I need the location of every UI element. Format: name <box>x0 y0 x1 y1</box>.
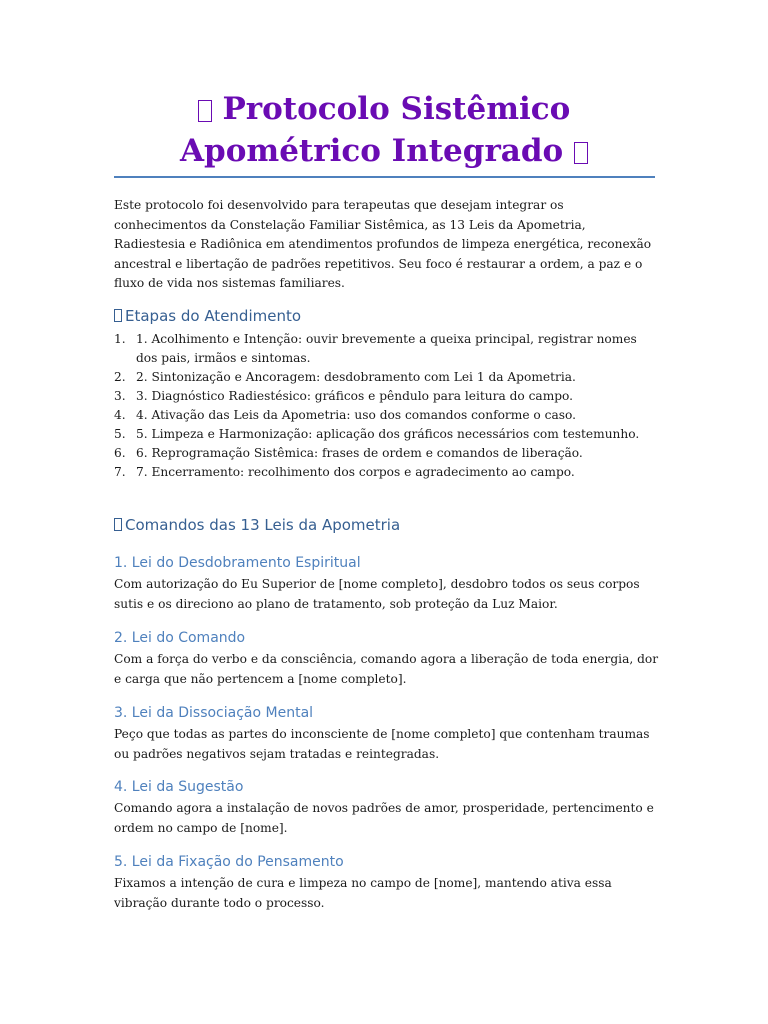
list-item <box>114 406 659 425</box>
list-item-text: 2. Sintonização e Ancoragem: desdobramento com Lei 1 da Apometria. <box>136 370 576 384</box>
list-number: 5. <box>114 427 126 441</box>
title-divider <box>114 176 655 178</box>
list-item-text: 1. Acolhimento e Intenção: ouvir brevemente a queixa principal, registrar nomes dos pais, irmãos e sintomas. <box>136 332 637 365</box>
steps-heading <box>114 306 301 326</box>
law-heading: 3. Lei da Dissociação Mental <box>114 705 314 721</box>
list-item <box>114 368 659 387</box>
list-number: 7. <box>114 465 126 479</box>
list-item-text: 3. Diagnóstico Radiestésico: gráficos e pêndulo para leitura do campo. <box>136 389 574 403</box>
law-heading: 4. Lei da Sugestão <box>114 779 244 795</box>
commands-heading <box>114 515 400 535</box>
list-number: 2. <box>114 370 126 384</box>
steps-list <box>114 330 659 482</box>
missing-glyph-icon <box>574 142 588 164</box>
steps-heading-label: Etapas do Atendimento <box>125 307 302 325</box>
law-text: Comando agora a instalação de novos padrões de amor, prosperidade, pertencimento e ordem no campo de [nome]. <box>114 801 654 835</box>
law-text: Fixamos a intenção de cura e limpeza no campo de [nome], mantendo ativa essa vibração durante todo o processo. <box>114 876 612 910</box>
missing-glyph-icon <box>198 100 212 122</box>
law-text: Com a força do verbo e da consciência, comando agora a liberação de toda energia, dor e carga que não pertencem a [nome completo]. <box>114 652 659 686</box>
list-item <box>114 387 659 406</box>
document-title <box>114 88 654 172</box>
list-item-text: 6. Reprogramação Sistêmica: frases de ordem e comandos de liberação. <box>136 446 583 460</box>
list-item <box>114 330 659 368</box>
law-heading: 5. Lei da Fixação do Pensamento <box>114 854 344 870</box>
list-item <box>114 463 659 482</box>
list-number: 1. <box>114 332 126 346</box>
intro-paragraph: Este protocolo foi desenvolvido para terapeutas que desejam integrar os conhecimentos da Constelação Familiar Sistêmica, as 13 Leis da Apometria, Radiestesia e Radiônica em atendimentos profundos de limpeza energética, reconexão ancestral e libertação de padrões repetitivos. Seu foco é restaurar a ordem, a paz e o fluxo de vida nos sistemas familiares. <box>114 198 652 290</box>
list-item-text: 7. Encerramento: recolhimento dos corpos e agradecimento ao campo. <box>136 465 575 479</box>
list-item-text: 5. Limpeza e Harmonização: aplicação dos gráficos necessários com testemunho. <box>136 427 640 441</box>
title-line-1: Protocolo Sistêmico <box>222 91 571 127</box>
list-number: 4. <box>114 408 126 422</box>
list-number: 3. <box>114 389 126 403</box>
list-number: 6. <box>114 446 126 460</box>
list-item <box>114 425 659 444</box>
list-item <box>114 444 659 463</box>
missing-glyph-icon <box>114 309 122 322</box>
title-line-2: Apométrico Integrado <box>179 133 564 169</box>
law-heading: 2. Lei do Comando <box>114 630 246 646</box>
law-heading: 1. Lei do Desdobramento Espiritual <box>114 555 361 571</box>
missing-glyph-icon <box>114 518 122 531</box>
law-text: Peço que todas as partes do inconsciente de [nome completo] que contenham traumas ou padrões negativos sejam tratadas e reintegradas. <box>114 727 650 761</box>
law-text: Com autorização do Eu Superior de [nome completo], desdobro todos os seus corpos sutis e os direciono ao plano de tratamento, sob proteção da Luz Maior. <box>114 577 640 611</box>
commands-heading-label: Comandos das 13 Leis da Apometria <box>125 516 401 534</box>
list-item-text: 4. Ativação das Leis da Apometria: uso dos comandos conforme o caso. <box>136 408 576 422</box>
